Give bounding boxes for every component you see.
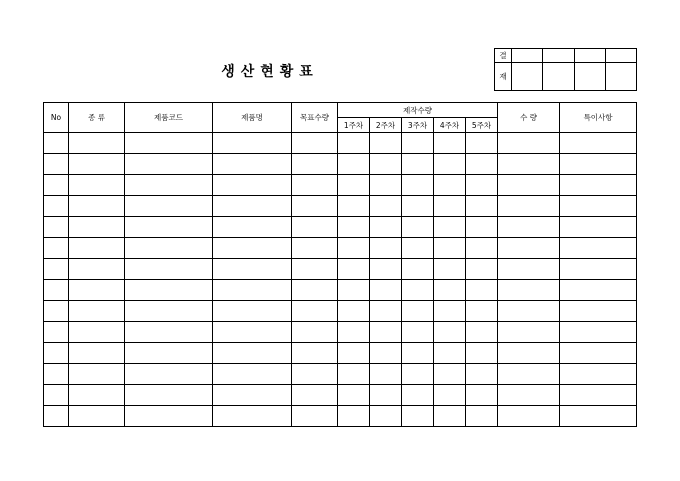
- table-cell[interactable]: [560, 364, 637, 385]
- table-cell[interactable]: [125, 238, 213, 259]
- table-cell[interactable]: [466, 301, 498, 322]
- table-cell[interactable]: [69, 364, 125, 385]
- table-cell[interactable]: [44, 154, 69, 175]
- table-cell[interactable]: [498, 154, 560, 175]
- table-cell[interactable]: [44, 301, 69, 322]
- table-cell[interactable]: [292, 364, 338, 385]
- table-cell[interactable]: [498, 406, 560, 427]
- table-cell[interactable]: [466, 322, 498, 343]
- table-row: [44, 217, 637, 238]
- table-cell[interactable]: [213, 406, 292, 427]
- table-row: [44, 343, 637, 364]
- table-cell[interactable]: [213, 238, 292, 259]
- table-cell[interactable]: [44, 280, 69, 301]
- table-cell[interactable]: [370, 175, 402, 196]
- header-week-2: 2주차: [370, 118, 402, 133]
- table-cell[interactable]: [498, 280, 560, 301]
- approval-sign-cell[interactable]: [543, 63, 574, 91]
- table-cell[interactable]: [69, 238, 125, 259]
- header-no: No: [44, 103, 69, 133]
- table-cell[interactable]: [292, 154, 338, 175]
- table-cell[interactable]: [434, 385, 466, 406]
- table-cell[interactable]: [338, 133, 370, 154]
- header-week-3: 3주차: [402, 118, 434, 133]
- table-row: [44, 322, 637, 343]
- page-title: 생산현황표: [221, 64, 319, 80]
- table-cell[interactable]: [69, 259, 125, 280]
- header-product-name: 제품명: [213, 103, 292, 133]
- table-cell[interactable]: [370, 154, 402, 175]
- table-cell[interactable]: [338, 406, 370, 427]
- table-cell[interactable]: [44, 217, 69, 238]
- table-cell[interactable]: [69, 385, 125, 406]
- table-cell[interactable]: [69, 196, 125, 217]
- table-cell[interactable]: [125, 343, 213, 364]
- table-row: [44, 238, 637, 259]
- approval-sign-cell[interactable]: [605, 63, 636, 91]
- table-cell[interactable]: [434, 343, 466, 364]
- table-cell[interactable]: [434, 154, 466, 175]
- table-cell[interactable]: [69, 133, 125, 154]
- table-cell[interactable]: [213, 217, 292, 238]
- table-cell[interactable]: [466, 154, 498, 175]
- table-cell[interactable]: [434, 364, 466, 385]
- header-target-qty: 목표수량: [292, 103, 338, 133]
- table-cell[interactable]: [125, 364, 213, 385]
- header-production-qty: 제작수량: [338, 103, 498, 118]
- table-cell[interactable]: [69, 343, 125, 364]
- header-remarks: 특이사항: [560, 103, 637, 133]
- table-cell[interactable]: [292, 343, 338, 364]
- table-cell[interactable]: [213, 133, 292, 154]
- table-cell[interactable]: [338, 280, 370, 301]
- table-cell[interactable]: [69, 406, 125, 427]
- header-product-code: 제품코드: [125, 103, 213, 133]
- table-cell[interactable]: [498, 238, 560, 259]
- table-cell[interactable]: [370, 133, 402, 154]
- table-cell[interactable]: [44, 343, 69, 364]
- table-cell[interactable]: [69, 280, 125, 301]
- table-row: [44, 385, 637, 406]
- table-cell[interactable]: [498, 301, 560, 322]
- table-cell[interactable]: [560, 217, 637, 238]
- header-quantity: 수 량: [498, 103, 560, 133]
- table-cell[interactable]: [125, 259, 213, 280]
- table-cell[interactable]: [69, 322, 125, 343]
- table-cell[interactable]: [402, 154, 434, 175]
- table-cell[interactable]: [402, 175, 434, 196]
- table-cell[interactable]: [370, 385, 402, 406]
- production-table: [43, 102, 637, 427]
- table-cell[interactable]: [560, 154, 637, 175]
- table-cell[interactable]: [498, 175, 560, 196]
- approval-sign-cell[interactable]: [512, 63, 543, 91]
- approval-head-cell: [543, 49, 574, 63]
- table-cell[interactable]: [292, 196, 338, 217]
- header-category: 종 류: [69, 103, 125, 133]
- table-cell[interactable]: [560, 133, 637, 154]
- table-cell[interactable]: [466, 217, 498, 238]
- approval-box: [494, 48, 637, 91]
- table-cell[interactable]: [402, 133, 434, 154]
- table-cell[interactable]: [292, 280, 338, 301]
- table-cell[interactable]: [125, 154, 213, 175]
- table-cell[interactable]: [213, 280, 292, 301]
- table-cell[interactable]: [370, 364, 402, 385]
- table-cell[interactable]: [434, 301, 466, 322]
- table-cell[interactable]: [466, 259, 498, 280]
- table-cell[interactable]: [560, 196, 637, 217]
- table-cell[interactable]: [402, 385, 434, 406]
- table-cell[interactable]: [434, 259, 466, 280]
- table-cell[interactable]: [44, 322, 69, 343]
- table-cell[interactable]: [560, 343, 637, 364]
- table-cell[interactable]: [402, 217, 434, 238]
- table-cell[interactable]: [338, 301, 370, 322]
- table-cell[interactable]: [338, 238, 370, 259]
- table-cell[interactable]: [213, 301, 292, 322]
- table-cell[interactable]: [434, 196, 466, 217]
- table-cell[interactable]: [338, 343, 370, 364]
- table-cell[interactable]: [370, 238, 402, 259]
- table-cell[interactable]: [292, 175, 338, 196]
- table-cell[interactable]: [466, 238, 498, 259]
- table-cell[interactable]: [434, 322, 466, 343]
- table-cell[interactable]: [213, 175, 292, 196]
- table-cell[interactable]: [434, 217, 466, 238]
- table-cell[interactable]: [44, 238, 69, 259]
- table-cell[interactable]: [402, 406, 434, 427]
- table-cell[interactable]: [466, 343, 498, 364]
- table-row: [44, 196, 637, 217]
- table-cell[interactable]: [44, 259, 69, 280]
- table-cell[interactable]: [125, 196, 213, 217]
- table-cell[interactable]: [434, 133, 466, 154]
- table-row: [44, 259, 637, 280]
- table-cell[interactable]: [370, 343, 402, 364]
- table-row: [44, 133, 637, 154]
- table-cell[interactable]: [44, 364, 69, 385]
- table-cell[interactable]: [560, 406, 637, 427]
- table-cell[interactable]: [125, 322, 213, 343]
- table-cell[interactable]: [213, 343, 292, 364]
- table-cell[interactable]: [434, 406, 466, 427]
- table-row: [44, 175, 637, 196]
- table-cell[interactable]: [338, 364, 370, 385]
- table-cell[interactable]: [338, 196, 370, 217]
- table-row: [44, 301, 637, 322]
- table-cell[interactable]: [370, 406, 402, 427]
- table-cell[interactable]: [560, 301, 637, 322]
- table-cell[interactable]: [402, 301, 434, 322]
- table-cell[interactable]: [498, 217, 560, 238]
- table-cell[interactable]: [560, 280, 637, 301]
- table-cell[interactable]: [466, 133, 498, 154]
- table-cell[interactable]: [466, 385, 498, 406]
- table-row: [44, 406, 637, 427]
- table-cell[interactable]: [434, 175, 466, 196]
- table-cell[interactable]: [125, 301, 213, 322]
- table-cell[interactable]: [434, 238, 466, 259]
- header-week-1: 1주차: [338, 118, 370, 133]
- table-cell[interactable]: [292, 133, 338, 154]
- header-week-5: 5주차: [466, 118, 498, 133]
- table-cell[interactable]: [370, 301, 402, 322]
- table-cell[interactable]: [44, 406, 69, 427]
- table-body: [44, 133, 637, 427]
- table-cell[interactable]: [402, 322, 434, 343]
- approval-head-cell: [574, 49, 605, 63]
- table-cell[interactable]: [498, 364, 560, 385]
- table-cell[interactable]: [338, 154, 370, 175]
- approval-head-cell: [512, 49, 543, 63]
- approval-head-cell: [605, 49, 636, 63]
- table-cell[interactable]: [498, 385, 560, 406]
- table-cell[interactable]: [560, 385, 637, 406]
- table-cell[interactable]: [402, 280, 434, 301]
- table-cell[interactable]: [370, 196, 402, 217]
- table-cell[interactable]: [292, 406, 338, 427]
- table-cell[interactable]: [498, 343, 560, 364]
- table-cell[interactable]: [125, 133, 213, 154]
- table-cell[interactable]: [498, 196, 560, 217]
- table-cell[interactable]: [44, 175, 69, 196]
- table-cell[interactable]: [498, 259, 560, 280]
- table-cell[interactable]: [402, 259, 434, 280]
- table-cell[interactable]: [69, 175, 125, 196]
- table-cell[interactable]: [370, 280, 402, 301]
- table-cell[interactable]: [338, 259, 370, 280]
- table-cell[interactable]: [466, 280, 498, 301]
- table-cell[interactable]: [338, 322, 370, 343]
- table-cell[interactable]: [213, 385, 292, 406]
- table-cell[interactable]: [292, 301, 338, 322]
- approval-label-top: 결: [495, 49, 512, 63]
- table-cell[interactable]: [125, 175, 213, 196]
- table-cell[interactable]: [498, 322, 560, 343]
- table-cell[interactable]: [292, 217, 338, 238]
- table-cell[interactable]: [498, 133, 560, 154]
- table-cell[interactable]: [560, 259, 637, 280]
- table-cell[interactable]: [125, 406, 213, 427]
- table-row: [44, 154, 637, 175]
- table-row: [44, 280, 637, 301]
- table-cell[interactable]: [213, 196, 292, 217]
- table-cell[interactable]: [370, 259, 402, 280]
- table-cell[interactable]: [44, 196, 69, 217]
- table-cell[interactable]: [560, 238, 637, 259]
- table-cell[interactable]: [466, 175, 498, 196]
- approval-label-bottom: 재: [495, 63, 512, 91]
- table-header: [44, 103, 637, 133]
- table-cell[interactable]: [213, 154, 292, 175]
- table-cell[interactable]: [560, 175, 637, 196]
- header-week-4: 4주차: [434, 118, 466, 133]
- table-cell[interactable]: [466, 196, 498, 217]
- table-cell[interactable]: [370, 322, 402, 343]
- table-cell[interactable]: [402, 343, 434, 364]
- table-cell[interactable]: [402, 238, 434, 259]
- table-cell[interactable]: [292, 238, 338, 259]
- table-cell[interactable]: [292, 322, 338, 343]
- table-cell[interactable]: [213, 259, 292, 280]
- table-row: [44, 364, 637, 385]
- table-cell[interactable]: [213, 322, 292, 343]
- table-cell[interactable]: [69, 154, 125, 175]
- table-cell[interactable]: [125, 217, 213, 238]
- table-cell[interactable]: [466, 406, 498, 427]
- table-cell[interactable]: [338, 175, 370, 196]
- table-cell[interactable]: [402, 196, 434, 217]
- table-cell[interactable]: [213, 364, 292, 385]
- table-cell[interactable]: [69, 217, 125, 238]
- table-cell[interactable]: [44, 385, 69, 406]
- table-cell[interactable]: [292, 385, 338, 406]
- table-cell[interactable]: [370, 217, 402, 238]
- approval-sign-cell[interactable]: [574, 63, 605, 91]
- table-cell[interactable]: [466, 364, 498, 385]
- table-cell[interactable]: [338, 385, 370, 406]
- table-cell[interactable]: [44, 133, 69, 154]
- table-cell[interactable]: [69, 301, 125, 322]
- table-cell[interactable]: [402, 364, 434, 385]
- table-cell[interactable]: [338, 217, 370, 238]
- table-cell[interactable]: [292, 259, 338, 280]
- table-cell[interactable]: [125, 385, 213, 406]
- table-cell[interactable]: [434, 280, 466, 301]
- table-cell[interactable]: [125, 280, 213, 301]
- table-cell[interactable]: [560, 322, 637, 343]
